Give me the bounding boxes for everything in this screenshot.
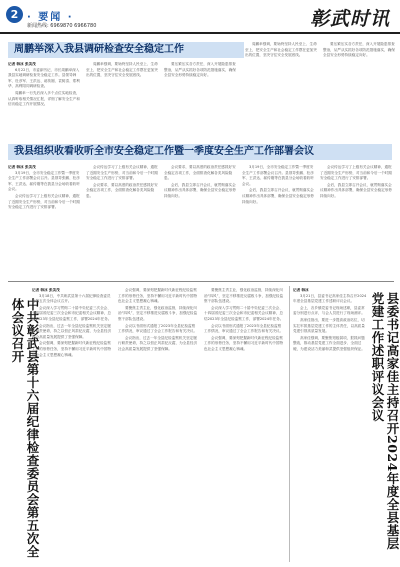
article4-para: 会上，各乡镇党委书记现场述职，县委常委分别进行点评，与会人员进行了现场测评。 <box>293 305 365 316</box>
article1-col4 <box>245 42 317 138</box>
article3-col3 <box>204 288 284 560</box>
article1-col1 <box>8 62 80 138</box>
article2-para: 会议传达学习了上级有关会议精神，通报了近期安全生产形势，对当前和今后一个时期安全稳定工作进行了安排部署。 <box>8 193 80 210</box>
column-divider <box>289 286 290 562</box>
article2-para: 会议传达学习了上级有关会议精神，通报了近期安全生产形势，对当前和今后一个时期安全稳定工作进行了安排部署。 <box>320 165 392 181</box>
article3-para: 3月18日，中共彰武县第十六届纪律检查委员会第五次全体会议召开。 <box>32 293 111 304</box>
article1-para: 周鹏举强调，要始终坚持人民至上、生命至上，把安全生产和社会稳定工作摆在更加突出的位置，坚决守住安全发展底线。 <box>86 62 158 78</box>
article3-para: 会议以书面形式通报了2023年全县纪检监察工作情况，审议通过了全会工作报告和有关决议。 <box>204 323 284 334</box>
article3-para: 要聚焦主责主业，强化政治监督，持续深化纠治“四风”，坚定不移推进反腐败斗争，加强纪检监察干部队伍建设。 <box>204 288 284 304</box>
editor-hotline: 新闻热线: 6969870 6966780 <box>27 23 97 29</box>
article2-para: 会议要求，要以高度的政治责任感抓好安全稳定各项工作，全面排查化解各类风险隐患。 <box>164 165 236 181</box>
article1-col5 <box>323 42 395 138</box>
article3-para: 会议以书面形式通报了2023年全县纪检监察工作情况，审议通过了全会工作报告和有关决议。 <box>118 323 198 334</box>
article2-para: 会议要求，要以高度的政治责任感抓好安全稳定各项工作，全面排查化解各类风险隐患。 <box>86 182 158 198</box>
page-number: 2 <box>6 6 23 23</box>
article3-col1 <box>32 288 112 560</box>
article2-para: 3月19日，全市安全稳定工作暨一季度安全生产工作部署会议召开。县领导张鹏、杜彦军、王洪达、郝传刚等在我县分会场收看收听会议。 <box>8 170 80 192</box>
article2-para: 3月19日，全市安全稳定工作暨一季度安全生产工作部署会议召开。县领导张鹏、杜彦军、王洪达、郝传刚等在我县分会场收看收听会议。 <box>242 165 314 186</box>
article3-para: 会议强调，要深刻把握新时代新征程纪检监察工作的形势任务，坚持不懈用习近平新时代中国特色社会主义思想凝心铸魂。 <box>118 288 198 304</box>
article1-para: 要压紧压实各方责任，深入开展隐患排查整治，从严从实抓好各项防范措施落实，确保全县安全形势持续稳定向好。 <box>323 42 395 58</box>
article4-byline: 记者 韩冰 <box>293 288 309 292</box>
article1-para: 周鹏举一行先后深入多个点位实地检查，认真听取相关情况汇报，详细了解安全生产和信访稳定工作开展情况。 <box>8 90 80 107</box>
article2-para: 会后，我县立即召开会议，就贯彻落实会议精神作出具体部署，确保全县安全稳定形势持续向好。 <box>242 188 314 204</box>
article3-para: 会议深入学习贯彻二十届中央纪委三次全会、十四届省纪委三次全会和市纪委相关会议精神，总结2023年全县纪检监察工作，部署2024年任务。 <box>204 305 284 321</box>
article1-byline: 记者 韩冰 张美茂 <box>8 62 36 66</box>
article4-headline: 县委书记高家佳主持召开2024年度全县基层党建工作述职评议会议 <box>370 292 400 550</box>
article3-para: 会议指出，过去一年全县纪检监察机关坚定履行职责使命，持之以恒正风肃纪反腐，为全县经济社会高质量发展提供了坚强保障。 <box>32 323 112 339</box>
article3-col2 <box>118 288 198 560</box>
article3-para: 会议强调，要深刻把握新时代新征程纪检监察工作的形势任务，坚持不懈用习近平新时代中国特色社会主义思想凝心铸魂。 <box>204 335 284 351</box>
article1-para: 要压紧压实各方责任，深入开展隐患排查整治，从严从实抓好各项防范措施落实，确保全县安全形势持续稳定向好。 <box>164 62 236 78</box>
article1-headline: 周鹏举深入我县调研检查安全稳定工作 <box>8 42 244 58</box>
article2-para: 会议传达学习了上级有关会议精神，通报了近期安全生产形势，对当前和今后一个时期安全稳定工作进行了安排部署。 <box>86 165 158 181</box>
article3-headline: 中共彰武县第十六届纪律检查委员会第五次全体会议召开 <box>10 298 40 558</box>
article2-col2 <box>86 165 158 275</box>
article1-para: 周鹏举强调，要始终坚持人民至上、生命至上，把安全生产和社会稳定工作摆在更加突出的位置，坚决守住安全发展底线。 <box>245 42 317 58</box>
article3-para: 会议强调，要深刻把握新时代新征程纪检监察工作的形势任务，坚持不懈用习近平新时代中国特色社会主义思想凝心铸魂。 <box>32 341 112 357</box>
article4-para: 高家佳指出，要进一步提高政治站位，切实扛牢抓基层党建工作的主体责任，以高质量党建引领高质量发展。 <box>293 317 365 334</box>
section-divider <box>8 281 394 282</box>
article4-para: 高家佳强调，要聚焦短板弱项，狠抓问题整改，推动基层党建工作全面进步、全面过硬，为建设活力美丽彰武提供坚强组织保证。 <box>293 335 365 351</box>
article2-para: 会后，我县立即召开会议，就贯彻落实会议精神作出具体部署，确保全县安全稳定形势持续向好。 <box>320 182 392 198</box>
article2-col4 <box>242 165 314 275</box>
article2-headline: 我县组织收看收听全市安全稳定工作暨一季度安全生产工作部署会议 <box>8 144 392 160</box>
article2-col5 <box>320 165 394 275</box>
section-label: · 要闻 · <box>27 12 74 23</box>
article3-byline: 记者 韩冰 张美茂 <box>32 288 60 292</box>
article2-col1 <box>8 165 80 275</box>
article2-para: 会后，我县立即召开会议，就贯彻落实会议精神作出具体部署，确保全县安全稳定形势持续向好。 <box>164 182 236 198</box>
article2-byline: 记者 韩冰 张美茂 <box>8 165 36 169</box>
article1-para: 6月22日，市委副书记、市长周鹏举深入我县实地调研检查安全稳定工作。县领导韩军、杜彦军、王洪达、郝传刚、袁树清、郑利华、高利陪同调研检查。 <box>8 67 80 89</box>
article3-para: 会议指出，过去一年全县纪检监察机关坚定履行职责使命，持之以恒正风肃纪反腐，为全县经济社会高质量发展提供了坚强保障。 <box>118 335 198 351</box>
article3-para: 会议深入学习贯彻二十届中央纪委三次全会、十四届省纪委三次全会和市纪委相关会议精神，总结2023年全县纪检监察工作，部署2024年任务。 <box>32 305 112 321</box>
article1-col2 <box>86 62 158 138</box>
article4-para: 3月21日，县委书记高家佳主持召开2024年度全县基层党建工作述职评议会议。 <box>293 293 367 304</box>
article3-para: 要聚焦主责主业，强化政治监督，持续深化纠治“四风”，坚定不移推进反腐败斗争，加强纪检监察干部队伍建设。 <box>118 305 198 321</box>
masthead-logo: 彰武时讯 <box>309 8 390 30</box>
article4-col1 <box>293 288 367 560</box>
page-header <box>0 0 400 34</box>
article2-col3 <box>164 165 236 275</box>
article1-col3 <box>164 62 236 138</box>
